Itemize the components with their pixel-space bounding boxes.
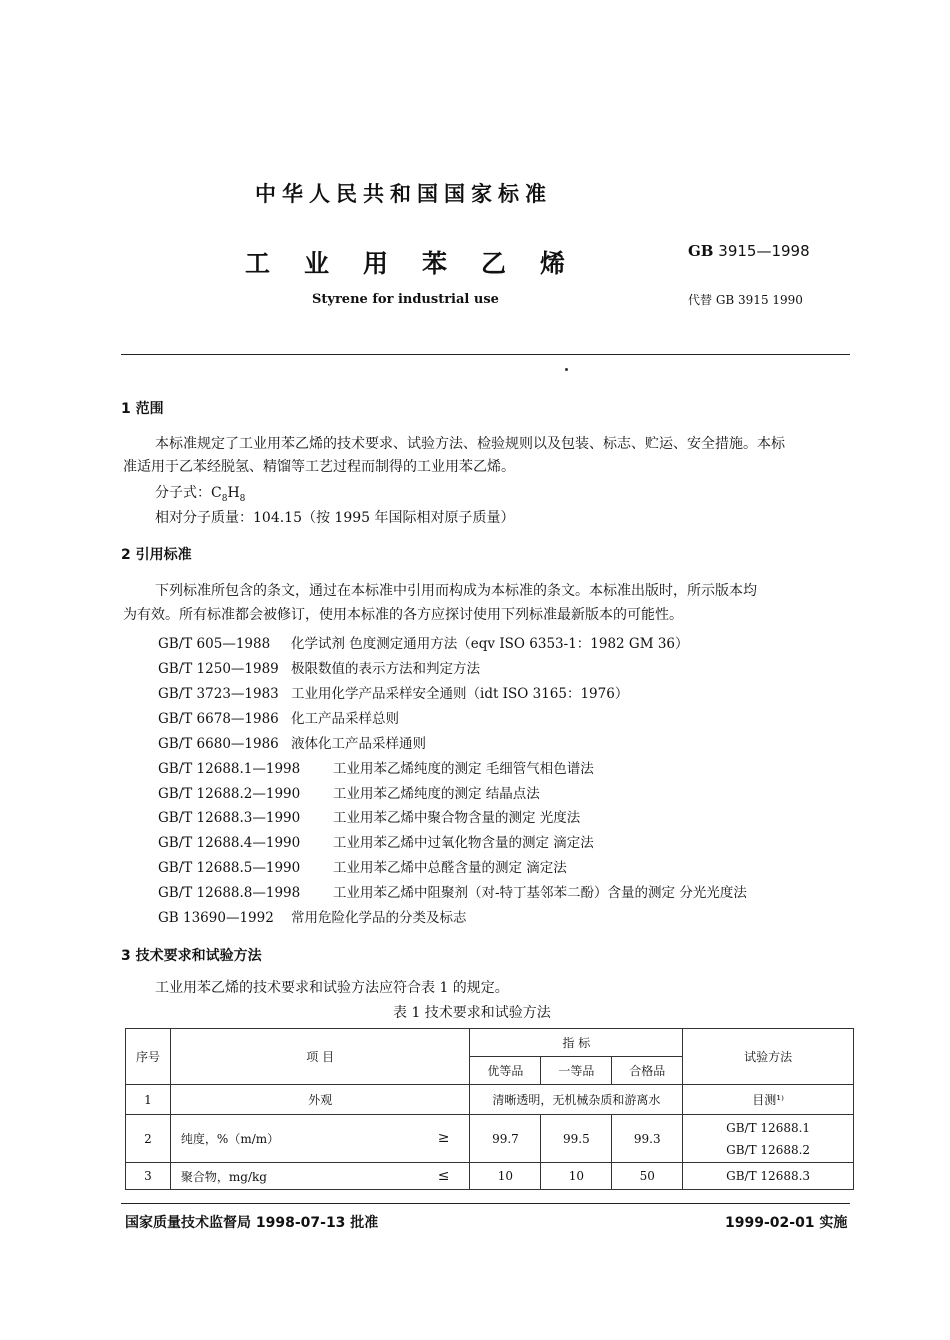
approval-date: 国家质量技术监督局 1998-07-13 批准 <box>125 1215 379 1231</box>
row-item-cell <box>170 1163 470 1190</box>
reference-item: GB/T 12688.2—1990 工业用苯乙烯纯度的测定 结晶点法 <box>158 786 540 802</box>
header-grade-first: 一等品 <box>541 1057 612 1085</box>
row-item: 纯度，%（m/m） <box>180 1132 280 1146</box>
row-indicator-merged: 清晰透明，无机械杂质和游离水 <box>470 1085 683 1115</box>
header-grade-superior: 优等品 <box>470 1057 541 1085</box>
table-row <box>126 1163 854 1190</box>
section-1-paragraph-line2: 准适用于乙苯经脱氢、精馏等工艺过程而制得的工业用苯乙烯。 <box>123 459 515 475</box>
section-2-heading: 2 引用标准 <box>121 547 192 563</box>
table-caption: 表 1 技术要求和试验方法 <box>393 1005 551 1021</box>
row-item: 外观 <box>170 1085 470 1115</box>
row-method-cell <box>683 1115 854 1163</box>
row-method: 目测¹⁾ <box>683 1085 854 1115</box>
row-method: GB/T 12688.3 <box>683 1163 854 1190</box>
national-standard-title: 中华人民共和国国家标准 <box>255 182 552 206</box>
reference-item: GB/T 12688.5—1990 工业用苯乙烯中总醛含量的测定 滴定法 <box>158 860 567 876</box>
row-item: 聚合物，mg/kg <box>180 1169 267 1184</box>
header-seq: 序号 <box>126 1029 171 1085</box>
relative-molecular-mass: 相对分子质量：104.15（按 1995 年国际相对原子质量） <box>155 510 515 526</box>
section-3-heading: 3 技术要求和试验方法 <box>121 948 262 964</box>
reference-item: GB/T 12688.8—1998 工业用苯乙烯中阻聚剂（对-特丁基邻苯二酚）含量的测定 分光光度法 <box>158 885 747 901</box>
row-method: GB/T 12688.2 <box>726 1142 811 1157</box>
row-seq: 1 <box>126 1085 171 1115</box>
reference-item: GB/T 3723—1983 工业用化学产品采样安全通则（idt ISO 3165：1976） <box>158 686 629 702</box>
gb-prefix: GB <box>688 242 714 260</box>
standard-code <box>688 242 810 260</box>
formula-h: H <box>227 485 240 501</box>
section-2-paragraph-line1: 下列标准所包含的条文，通过在本标准中引用而构成为本标准的条文。本标准出版时，所示版本均 <box>155 583 757 599</box>
reference-item: GB/T 1250—1989 极限数值的表示方法和判定方法 <box>158 661 480 677</box>
row-seq: 3 <box>126 1163 171 1190</box>
row-value-superior: 10 <box>470 1163 541 1190</box>
header-grade-qualified: 合格品 <box>612 1057 683 1085</box>
reference-item: GB/T 605—1988 化学试剂 色度测定通用方法（eqv ISO 6353-1：1982 GM 36） <box>158 636 689 652</box>
header-item: 项 目 <box>170 1029 470 1085</box>
section-1-heading: 1 范围 <box>121 401 164 417</box>
row-value-superior: 99.7 <box>470 1115 541 1163</box>
header-method: 试验方法 <box>683 1029 854 1085</box>
row-value-qualified: 50 <box>612 1163 683 1190</box>
table-row <box>126 1085 854 1115</box>
reference-item: GB/T 12688.1—1998 工业用苯乙烯纯度的测定 毛细管气相色谱法 <box>158 761 594 777</box>
row-comparison-sign: ≤ <box>437 1167 450 1184</box>
reference-item: GB/T 6678—1986 化工产品采样总则 <box>158 711 399 727</box>
reference-item: GB 13690—1992 常用危险化学品的分类及标志 <box>158 910 467 926</box>
standard-name-en: Styrene for industrial use <box>312 292 499 307</box>
section-1-paragraph-line1: 本标准规定了工业用苯乙烯的技术要求、试验方法、检验规则以及包装、标志、贮运、安全措施。本标 <box>155 436 785 452</box>
footer-rule <box>121 1203 850 1204</box>
formula-c-subscript: 8 <box>221 493 228 504</box>
gb-number: 3915—1998 <box>718 242 810 260</box>
standard-name-cn: 工业用苯乙烯 <box>245 249 600 278</box>
reference-item: GB/T 12688.4—1990 工业用苯乙烯中过氧化物含量的测定 滴定法 <box>158 835 594 851</box>
table-row <box>126 1115 854 1163</box>
formula-label: 分子式：C <box>155 485 222 501</box>
formula-h-subscript: 8 <box>239 493 246 504</box>
row-value-first: 99.5 <box>541 1115 612 1163</box>
row-comparison-sign: ≥ <box>437 1130 450 1146</box>
implementation-date: 1999-02-01 实施 <box>725 1215 848 1231</box>
reference-item: GB/T 6680—1986 液体化工产品采样通则 <box>158 736 426 752</box>
header-rule <box>121 354 850 355</box>
row-item-cell <box>170 1115 470 1163</box>
row-value-qualified: 99.3 <box>612 1115 683 1163</box>
spec-table <box>125 1028 854 1190</box>
center-dot <box>565 368 568 371</box>
reference-item: GB/T 12688.3—1990 工业用苯乙烯中聚合物含量的测定 光度法 <box>158 810 581 826</box>
section-2-paragraph-line2: 为有效。所有标准都会被修订，使用本标准的各方应探讨使用下列标准最新版本的可能性。 <box>123 607 683 623</box>
section-3-paragraph: 工业用苯乙烯的技术要求和试验方法应符合表 1 的规定。 <box>155 980 509 996</box>
replaces-note: 代替 GB 3915 1990 <box>688 293 803 307</box>
header-indicator: 指 标 <box>470 1029 683 1057</box>
row-method: GB/T 12688.1 <box>726 1120 811 1135</box>
row-value-first: 10 <box>541 1163 612 1190</box>
row-seq: 2 <box>126 1115 171 1163</box>
